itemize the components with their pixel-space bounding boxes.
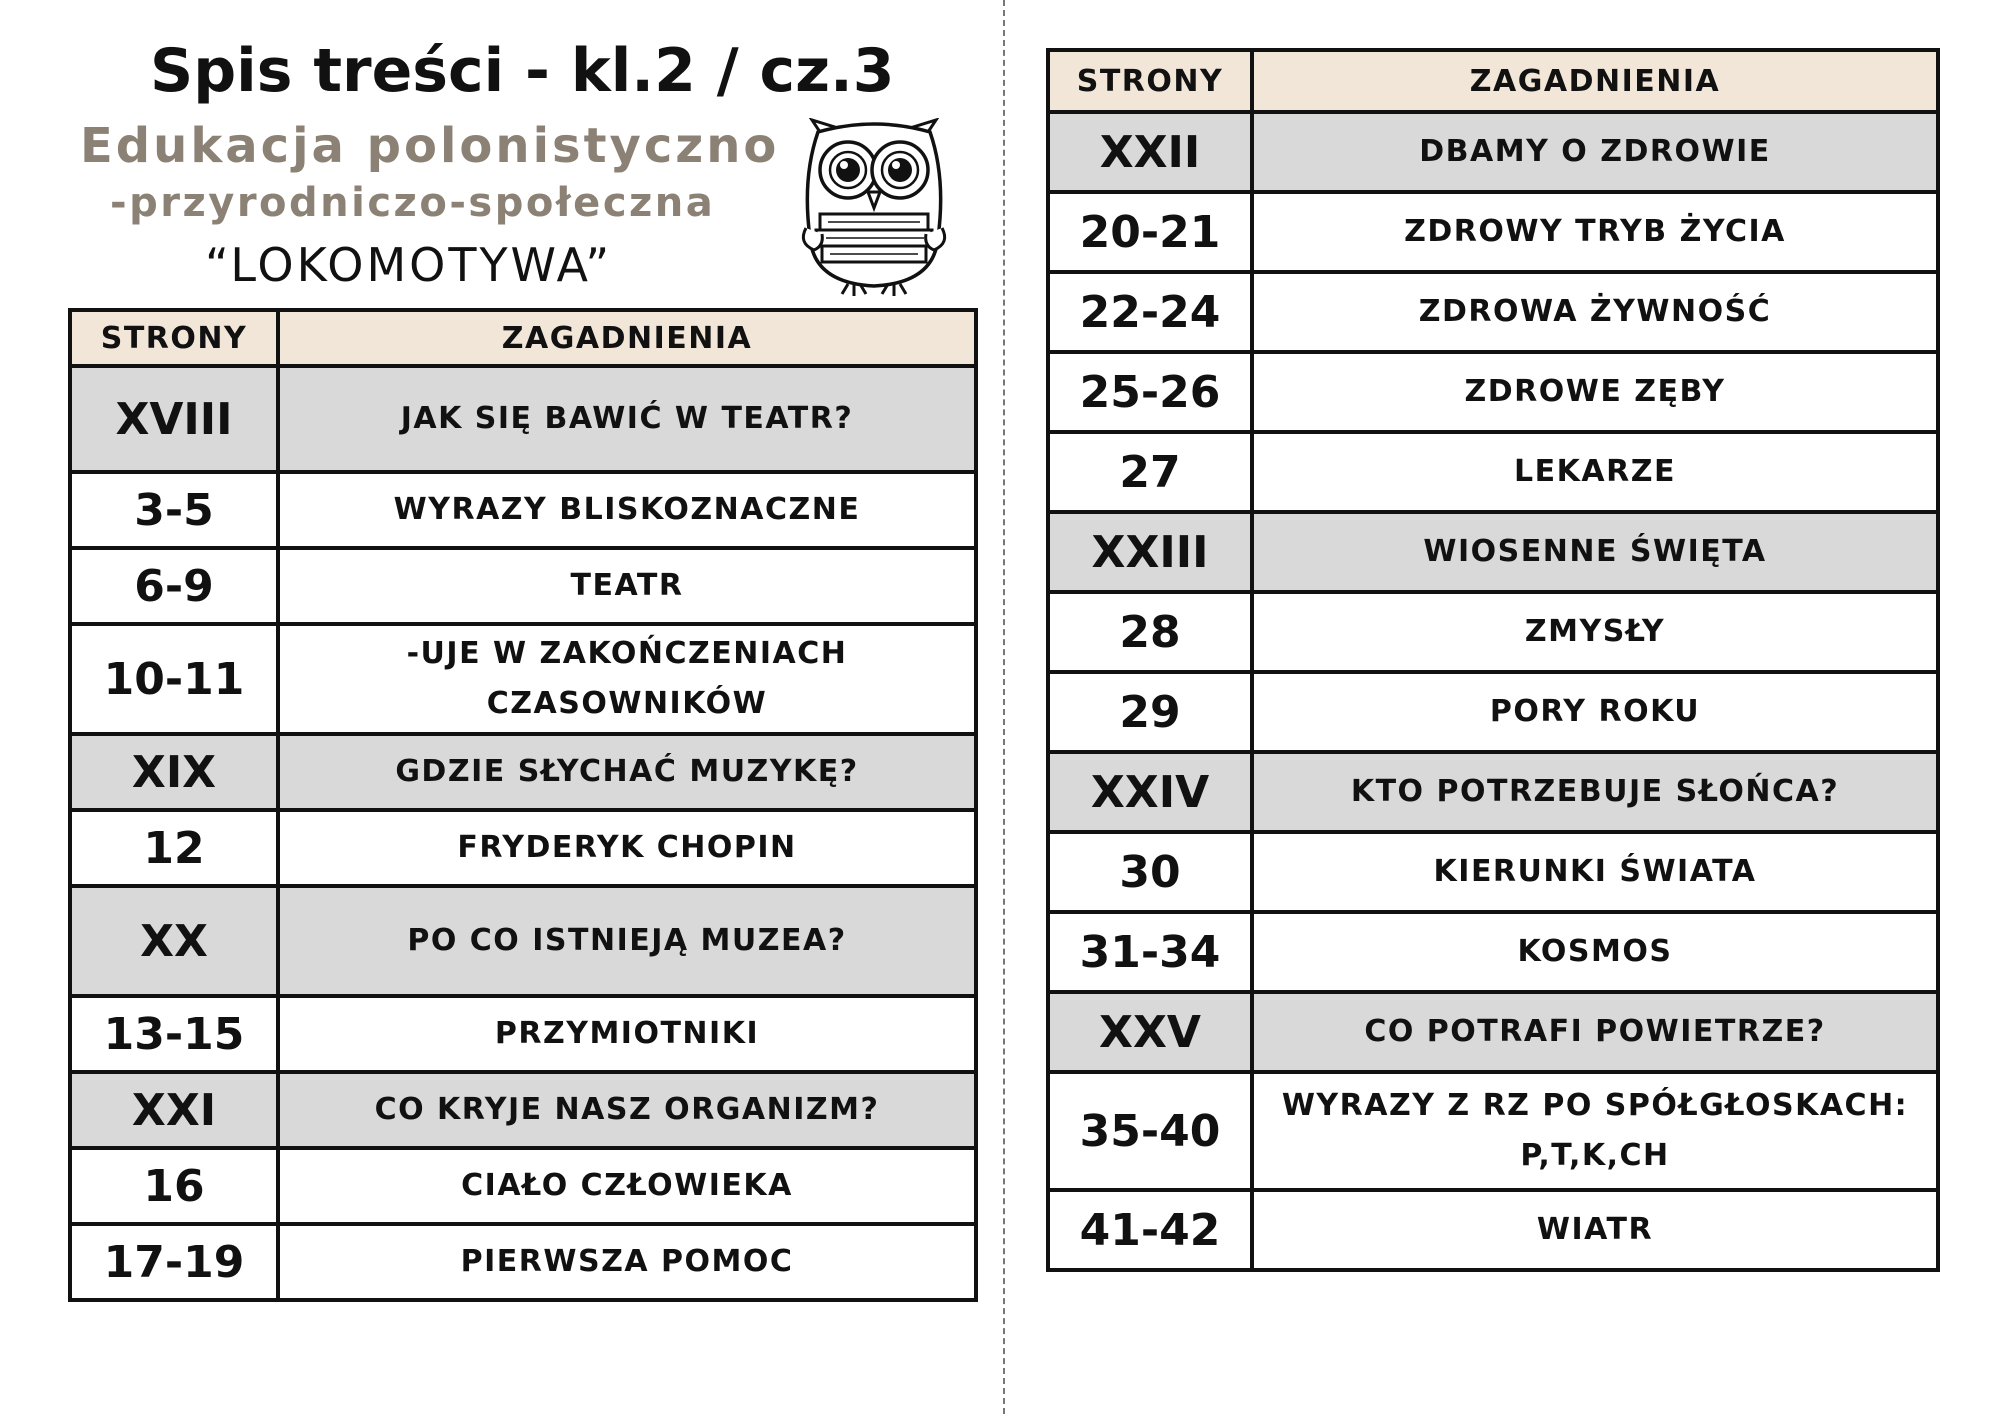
row-topic: PRZYMIOTNIKI: [278, 996, 976, 1072]
row-topic: JAK SIĘ BAWIĆ W TEATR?: [278, 366, 976, 472]
table-row: [70, 366, 976, 472]
table-row: [70, 472, 976, 548]
table-row: [70, 886, 976, 996]
row-topic: WIATR: [1252, 1190, 1938, 1270]
table-row: [1048, 1072, 1938, 1190]
row-pages: 12: [70, 810, 278, 886]
row-pages: 22-24: [1048, 272, 1252, 352]
row-pages: XXIV: [1048, 752, 1252, 832]
row-pages: 25-26: [1048, 352, 1252, 432]
program-name: “LOKOMOTYWA”: [205, 238, 613, 292]
table-row: [1048, 592, 1938, 672]
row-topic: WYRAZY BLISKOZNACZNE: [278, 472, 976, 548]
subject-subtitle-line2: -przyrodniczo-społeczna: [110, 180, 716, 226]
row-pages: XIX: [70, 734, 278, 810]
row-pages: 20-21: [1048, 192, 1252, 272]
table-row: [1048, 832, 1938, 912]
table-row: [1048, 352, 1938, 432]
table-row: [1048, 112, 1938, 192]
row-topic: KTO POTRZEBUJE SŁOŃCA?: [1252, 752, 1938, 832]
row-topic: CO POTRAFI POWIETRZE?: [1252, 992, 1938, 1072]
table-row: [1048, 912, 1938, 992]
row-pages: 41-42: [1048, 1190, 1252, 1270]
table-header-row: [1048, 50, 1938, 112]
row-pages: 6-9: [70, 548, 278, 624]
row-pages: 29: [1048, 672, 1252, 752]
table-header-row: [70, 310, 976, 366]
row-topic: WYRAZY Z RZ PO SPÓŁGŁOSKACH: P,T,K,CH: [1252, 1072, 1938, 1190]
row-pages: XXV: [1048, 992, 1252, 1072]
row-topic: -UJE W ZAKOŃCZENIACH CZASOWNIKÓW: [278, 624, 976, 734]
row-pages: XXI: [70, 1072, 278, 1148]
row-pages: 30: [1048, 832, 1252, 912]
row-pages: 13-15: [70, 996, 278, 1072]
table-row: [70, 1148, 976, 1224]
row-topic: GDZIE SŁYCHAĆ MUZYKĘ?: [278, 734, 976, 810]
row-pages: XX: [70, 886, 278, 996]
table-row: [1048, 752, 1938, 832]
row-pages: XVIII: [70, 366, 278, 472]
row-topic: LEKARZE: [1252, 432, 1938, 512]
column-header-pages: STRONY: [70, 310, 278, 366]
table-row: [1048, 272, 1938, 352]
subject-subtitle-line1: Edukacja polonistyczno: [80, 118, 780, 174]
owl-with-books-icon: [798, 118, 950, 298]
row-pages: 3-5: [70, 472, 278, 548]
row-topic: PORY ROKU: [1252, 672, 1938, 752]
column-header-topics: ZAGADNIENIA: [278, 310, 976, 366]
toc-table-left: [68, 308, 978, 1302]
table-row: [70, 548, 976, 624]
row-pages: 17-19: [70, 1224, 278, 1300]
row-pages: XXIII: [1048, 512, 1252, 592]
table-row: [1048, 192, 1938, 272]
page-title: Spis treści - kl.2 / cz.3: [150, 36, 895, 106]
row-topic: TEATR: [278, 548, 976, 624]
row-pages: 10-11: [70, 624, 278, 734]
row-topic: ZDROWA ŻYWNOŚĆ: [1252, 272, 1938, 352]
table-row: [1048, 512, 1938, 592]
row-pages: 35-40: [1048, 1072, 1252, 1190]
table-row: [1048, 672, 1938, 752]
row-pages: 27: [1048, 432, 1252, 512]
row-topic: WIOSENNE ŚWIĘTA: [1252, 512, 1938, 592]
row-topic: DBAMY O ZDROWIE: [1252, 112, 1938, 192]
row-topic: PIERWSZA POMOC: [278, 1224, 976, 1300]
row-topic: KOSMOS: [1252, 912, 1938, 992]
row-topic: ZDROWY TRYB ŻYCIA: [1252, 192, 1938, 272]
page-fold-divider: [1003, 0, 1005, 1414]
row-pages: XXII: [1048, 112, 1252, 192]
table-row: [70, 624, 976, 734]
table-row: [1048, 432, 1938, 512]
table-row: [70, 734, 976, 810]
table-row: [1048, 992, 1938, 1072]
row-topic: FRYDERYK CHOPIN: [278, 810, 976, 886]
column-header-pages: STRONY: [1048, 50, 1252, 112]
table-row: [70, 810, 976, 886]
row-topic: ZDROWE ZĘBY: [1252, 352, 1938, 432]
row-pages: 28: [1048, 592, 1252, 672]
table-row: [1048, 1190, 1938, 1270]
table-row: [70, 1224, 976, 1300]
row-topic: KIERUNKI ŚWIATA: [1252, 832, 1938, 912]
row-pages: 31-34: [1048, 912, 1252, 992]
table-row: [70, 1072, 976, 1148]
row-topic: CIAŁO CZŁOWIEKA: [278, 1148, 976, 1224]
row-topic: ZMYSŁY: [1252, 592, 1938, 672]
toc-table-right: [1046, 48, 1940, 1272]
row-topic: CO KRYJE NASZ ORGANIZM?: [278, 1072, 976, 1148]
column-header-topics: ZAGADNIENIA: [1252, 50, 1938, 112]
table-row: [70, 996, 976, 1072]
row-pages: 16: [70, 1148, 278, 1224]
row-topic: PO CO ISTNIEJĄ MUZEA?: [278, 886, 976, 996]
